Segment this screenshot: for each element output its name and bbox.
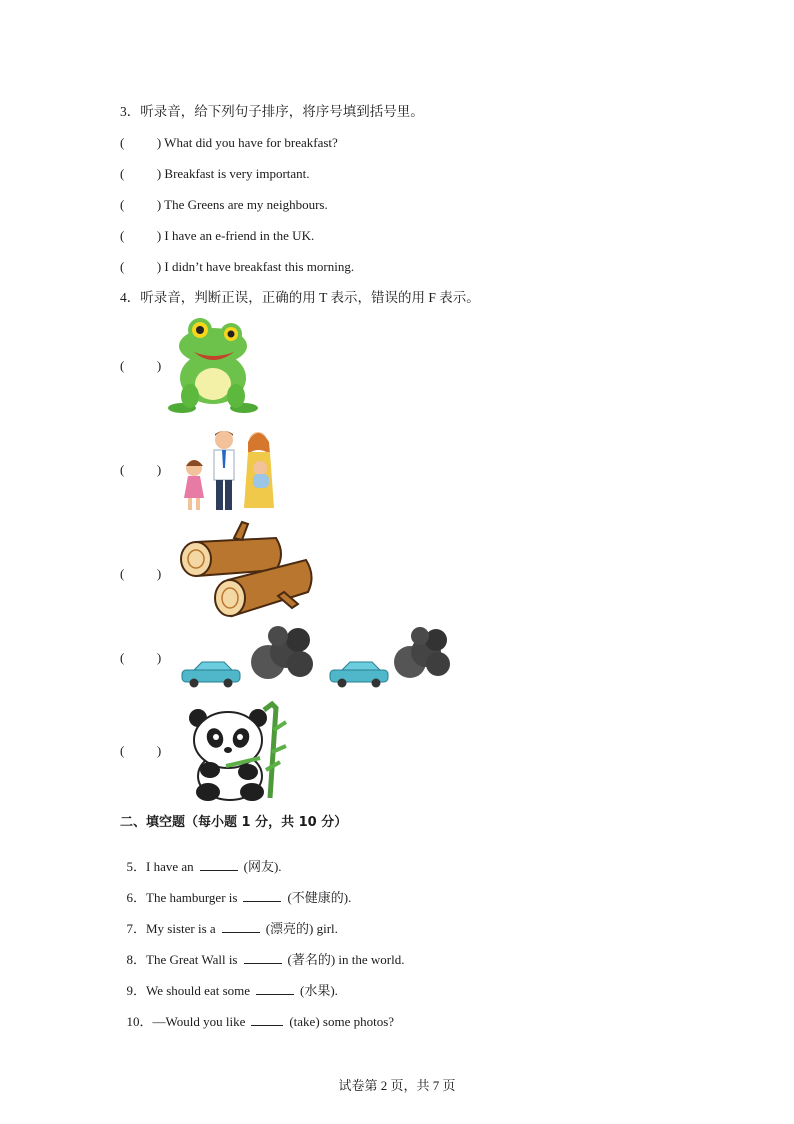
fill-8-suffix: (著名的) in the world. [287, 952, 405, 967]
fill-10-suffix: (take) some photos? [289, 1014, 395, 1029]
car-pollution-image [180, 624, 450, 690]
q3-item-3: ( ) The Greens are my neighbours. [120, 197, 328, 212]
section-2-title: 二、填空题（每小题 1 分，共 10 分） [120, 815, 348, 830]
fill-8-blank[interactable] [244, 951, 282, 964]
fill-6-prefix: 6．The hamburger is [126, 890, 238, 905]
fill-question-7 [120, 904, 338, 937]
fill-question-8 [120, 935, 404, 968]
logs-image [176, 520, 316, 620]
fill-5-suffix: (网友). [243, 859, 282, 874]
fill-10-blank[interactable] [251, 1013, 283, 1026]
fill-9-prefix: 9．We should eat some [126, 983, 251, 998]
q4-paren-3: ( ) [120, 566, 162, 581]
q3-title: 3．听录音，给下列句子排序，将序号填到括号里。 [120, 104, 424, 119]
page-footer: 试卷第 2 页，共 7 页 [338, 1078, 456, 1093]
fill-question-9 [120, 966, 338, 999]
fill-question-6 [120, 873, 351, 906]
q3-item-5: ( ) I didn’t have breakfast this morning. [120, 259, 355, 274]
fill-10-prefix: 10．—Would you like [126, 1014, 246, 1029]
q4-paren-2: ( ) [120, 462, 162, 477]
fill-6-blank[interactable] [243, 889, 281, 902]
fill-7-blank[interactable] [222, 920, 260, 933]
q4-paren-4: ( ) [120, 650, 162, 665]
q3-item-4: ( ) I have an e-friend in the UK. [120, 228, 315, 243]
fill-5-blank[interactable] [200, 858, 238, 871]
fill-8-prefix: 8．The Great Wall is [126, 952, 238, 967]
fill-7-suffix: (漂亮的) girl. [265, 921, 338, 936]
q4-paren-5: ( ) [120, 743, 162, 758]
fill-7-prefix: 7．My sister is a [126, 921, 216, 936]
fill-6-suffix: (不健康的). [287, 890, 352, 905]
fill-question-5 [120, 842, 282, 875]
q3-item-2: ( ) Breakfast is very important. [120, 166, 310, 181]
family-image [178, 428, 282, 516]
q4-paren-1: ( ) [120, 358, 162, 373]
q3-item-1: ( ) What did you have for breakfast? [120, 135, 338, 150]
panda-image [186, 700, 290, 804]
q4-title: 4．听录音，判断正误，正确的用 T 表示，错误的用 F 表示。 [120, 290, 480, 305]
fill-9-suffix: (水果). [300, 983, 338, 998]
fill-question-10 [120, 997, 394, 1030]
frog-image [168, 316, 258, 416]
fill-9-blank[interactable] [256, 982, 294, 995]
fill-5-prefix: 5．I have an [126, 859, 194, 874]
